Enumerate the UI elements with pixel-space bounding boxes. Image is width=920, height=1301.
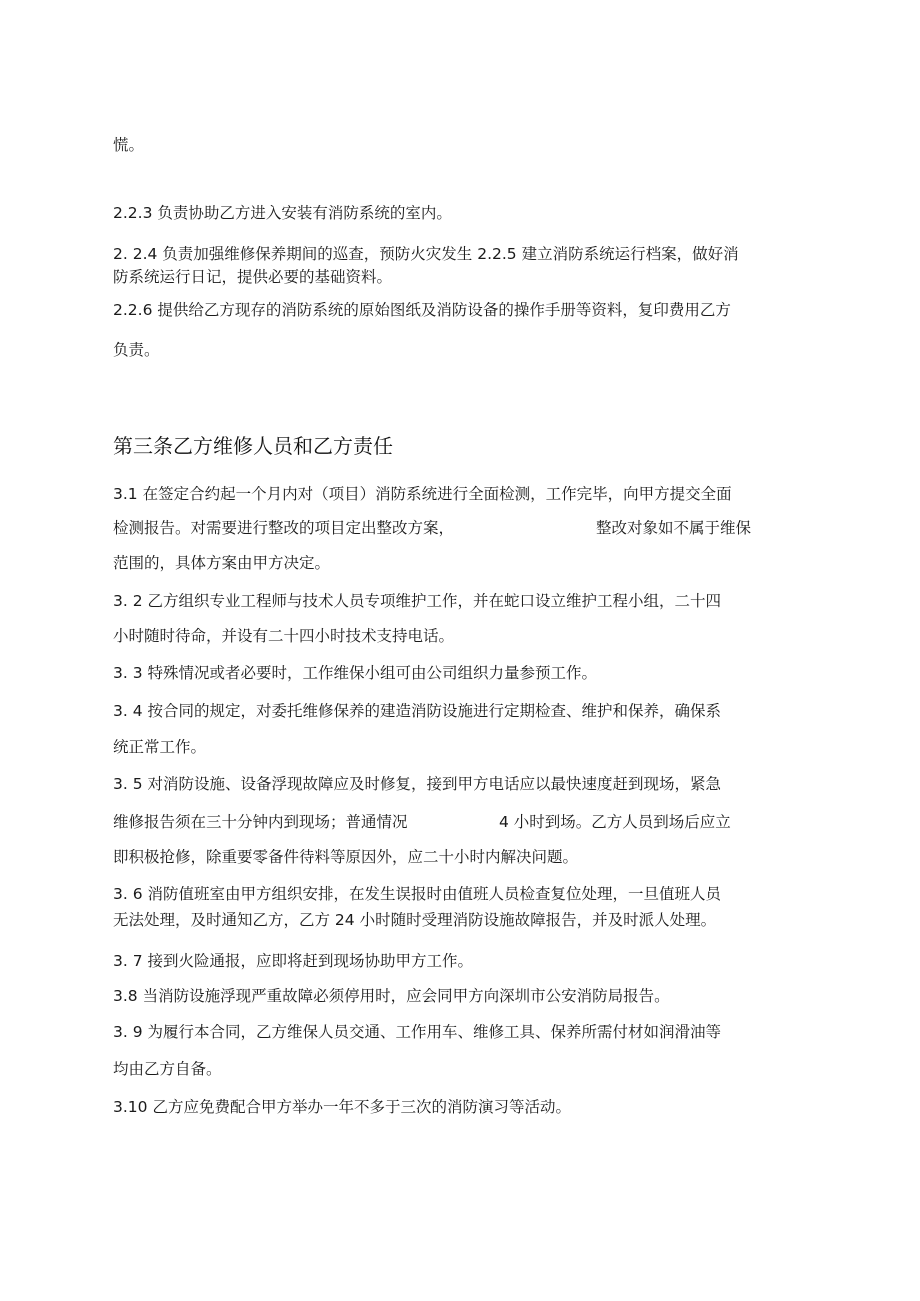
paragraph-line: 整改对象如不属于维保 bbox=[596, 519, 752, 537]
clause-3-7: 3. 7 接到火险通报，应即将赶到现场协助甲方工作。 bbox=[113, 952, 474, 970]
clause-3-3: 3. 3 特殊情况或者必要时，工作维保小组可由公司组织力量参预工作。 bbox=[113, 664, 598, 682]
paragraph-line: 均由乙方自备。 bbox=[113, 1060, 222, 1078]
clause-3-9: 3. 9 为履行本合同，乙方维保人员交通、工作用车、维修工具、保养所需付材如润滑油等 bbox=[113, 1023, 722, 1041]
paragraph-line: 统正常工作。 bbox=[113, 738, 207, 756]
clause-3-10: 3.10 乙方应免费配合甲方举办一年不多于三次的消防演习等活动。 bbox=[113, 1098, 571, 1116]
clause-3-1: 3.1 在签定合约起一个月内对（项目）消防系统进行全面检测，工作完毕，向甲方提交全面 bbox=[113, 485, 732, 503]
paragraph-line: 小时随时待命，并设有二十四小时技术支持电话。 bbox=[113, 627, 455, 645]
clause-3-5: 3. 5 对消防设施、设备浮现故障应及时修复，接到甲方电话应以最快速度赶到现场，紧急 bbox=[113, 775, 722, 793]
paragraph-line: 防系统运行日记，提供必要的基础资料。 bbox=[113, 268, 393, 286]
paragraph-line: 检测报告。对需要进行整改的项目定出整改方案， bbox=[113, 519, 455, 537]
paragraph-line: 无法处理，及时通知乙方，乙方 24 小时随时受理消防设施故障报告，并及时派人处理。 bbox=[113, 911, 717, 929]
clause-3-4: 3. 4 按合同的规定，对委托维修保养的建造消防设施进行定期检查、维护和保养，确保系 bbox=[113, 702, 722, 720]
clause-3-6: 3. 6 消防值班室由甲方组织安排，在发生误报时由值班人员检查复位处理，一旦值班人员 bbox=[113, 885, 722, 903]
paragraph-line: 维修报告须在三十分钟内到现场；普通情况 bbox=[113, 813, 408, 831]
clause-3-2: 3. 2 乙方组织专业工程师与技术人员专项维护工作，并在蛇口设立维护工程小组，二十四 bbox=[113, 592, 722, 610]
paragraph-line: 即积极抢修，除重要零备件待料等原因外，应二十小时内解决问题。 bbox=[113, 848, 579, 866]
paragraph-line: 负责。 bbox=[113, 341, 160, 359]
section-heading: 第三条乙方维修人员和乙方责任 bbox=[113, 434, 393, 458]
clause-2-2-4: 2. 2.4 负责加强维修保养期间的巡查，预防火灾发生 2.2.5 建立消防系统运行档案，做好消 bbox=[113, 245, 739, 263]
paragraph-line: 范围的，具体方案由甲方决定。 bbox=[113, 554, 331, 572]
paragraph-line: 慌。 bbox=[113, 136, 145, 154]
clause-2-2-3: 2.2.3 负责协助乙方进入安装有消防系统的室内。 bbox=[113, 204, 452, 222]
paragraph-line: 4 小时到场。乙方人员到场后应立 bbox=[499, 813, 731, 831]
clause-2-2-6: 2.2.6 提供给乙方现存的消防系统的原始图纸及消防设备的操作手册等资料，复印费用乙方 bbox=[113, 301, 731, 319]
clause-3-8: 3.8 当消防设施浮现严重故障必须停用时，应会同甲方向深圳市公安消防局报告。 bbox=[113, 987, 670, 1005]
